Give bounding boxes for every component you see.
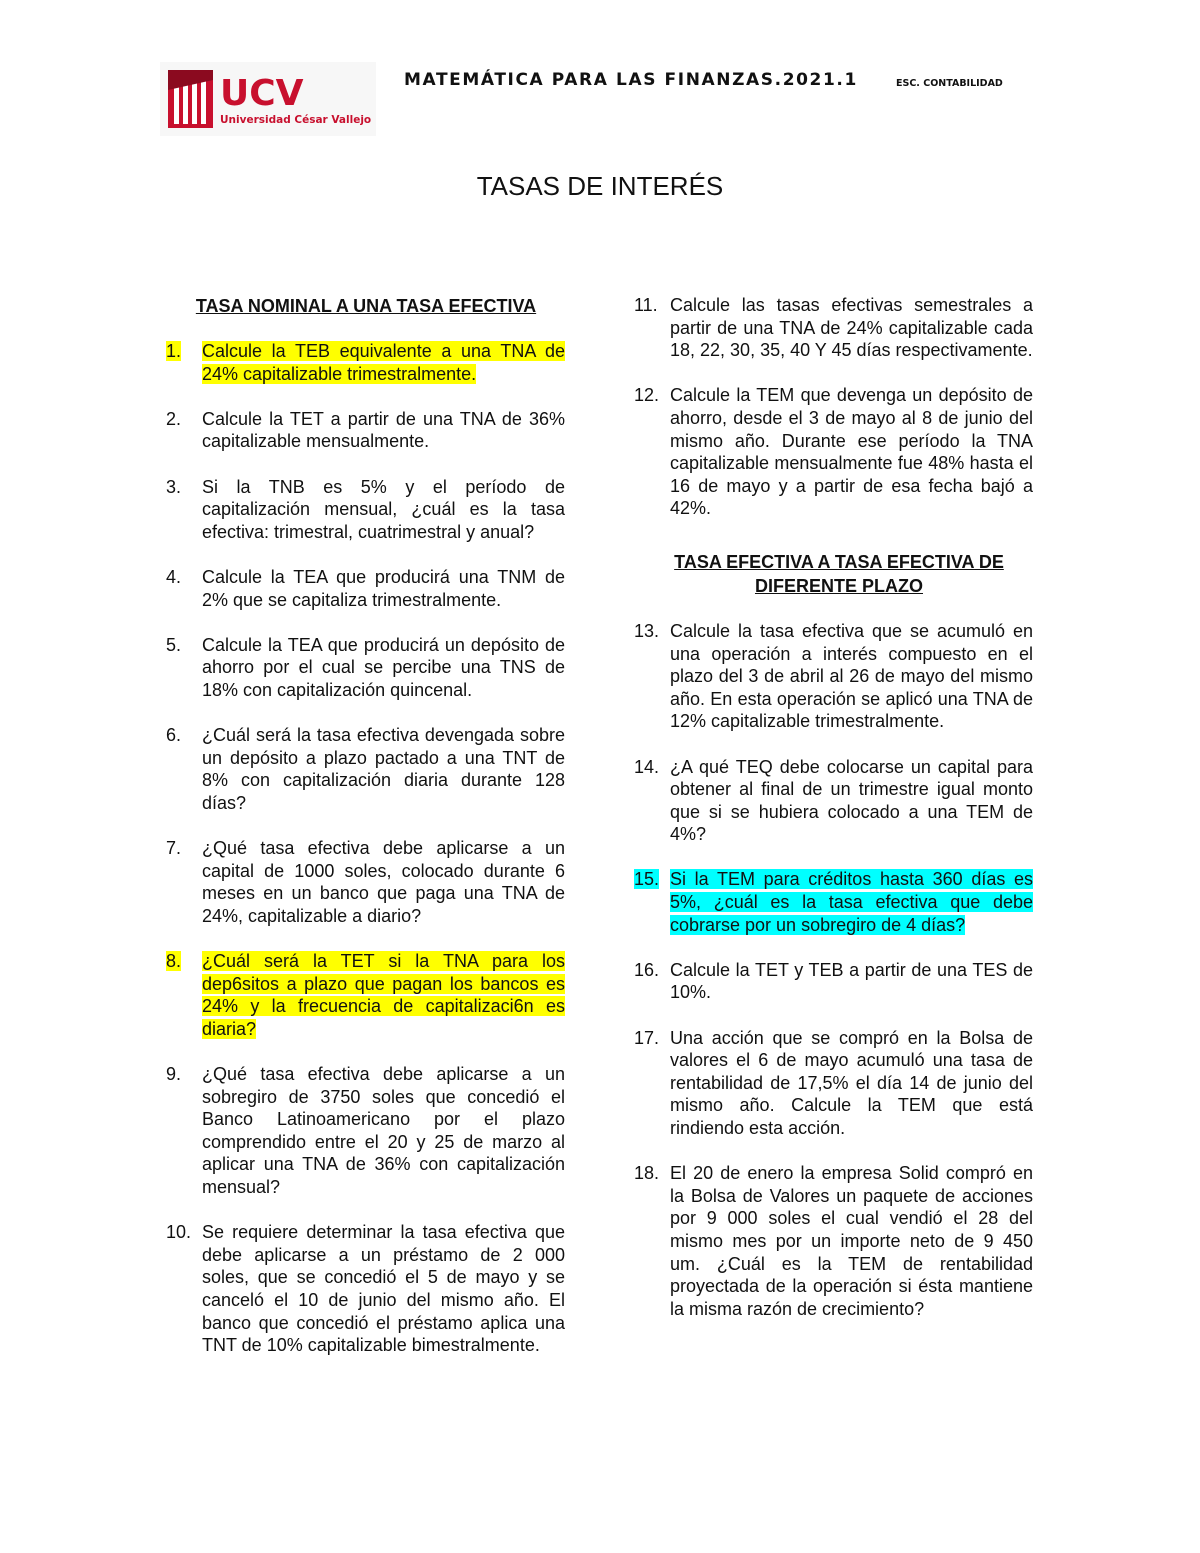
question-item xyxy=(634,959,1033,1004)
question-list-right-2 xyxy=(634,620,1033,1320)
right-column xyxy=(634,294,1033,1343)
question-text: Calcule la TEM que devenga un depósito de ahorro, desde el 3 de mayo al 8 de junio del mismo año. Durante ese período la TNA capitalizable mensualmente fue 48% hasta el 16 de mayo y a partir de esa fecha bajó a 42%. xyxy=(670,385,1033,519)
question-number: 3. xyxy=(166,476,182,497)
question-item xyxy=(634,1162,1033,1320)
logo-subtext: Universidad César Vallejo xyxy=(220,114,372,126)
question-item xyxy=(166,566,565,611)
question-number: 18. xyxy=(634,1163,660,1184)
question-text: Calcule la TEA que producirá un depósito de ahorro por el cual se percibe una TNS de 18% con capitalización quincenal. xyxy=(202,634,565,700)
question-text: ¿Cuál será la tasa efectiva devengada sobre un depósito a plazo pactado a una TNT de 8% con capitalización diaria durante 128 días? xyxy=(202,725,565,813)
question-text: Calcule las tasas efectivas semestrales a partir de una TNA de 24% capitalizable cada 18, 22, 30, 35, 40 Y 45 días respectivamente. xyxy=(670,295,1033,361)
school-label: ESC. CONTABILIDAD xyxy=(896,78,1003,89)
question-number: 11. xyxy=(634,295,658,315)
question-item xyxy=(166,950,565,1040)
question-number: 16. xyxy=(634,959,660,980)
question-text: Si la TNB es 5% y el período de capitalización mensual, ¿cuál es la tasa efectiva: trimestral, cuatrimestral y anual? xyxy=(202,476,565,542)
section-heading-effective: TASA EFECTIVA A TASA EFECTIVA DE DIFERENTE PLAZO xyxy=(674,551,1004,596)
question-item xyxy=(166,476,565,544)
question-number: 10. xyxy=(166,1222,192,1243)
question-text: ¿Qué tasa efectiva debe aplicarse a un capital de 1000 soles, colocado durante 6 meses en un banco que paga una TNA de 24%, capitalizable a diario? xyxy=(202,838,565,926)
question-number: 8. xyxy=(166,951,182,972)
question-number: 5. xyxy=(166,634,182,655)
question-item xyxy=(634,620,1033,733)
question-item xyxy=(166,837,565,927)
course-title: MATEMÁTICA PARA LAS FINANZAS.2021.1 xyxy=(404,70,858,90)
ucv-shield-icon xyxy=(168,70,213,128)
question-list-left xyxy=(166,340,565,1357)
question-text: Calcule la TEB equivalente a una TNA de 24% capitalizable trimestralmente. xyxy=(202,341,565,384)
question-item xyxy=(634,868,1033,936)
question-item xyxy=(166,724,565,814)
section-heading-nominal: TASA NOMINAL A UNA TASA EFECTIVA xyxy=(195,296,537,316)
question-text: ¿A qué TEQ debe colocarse un capital para obtener al final de un trimestre igual monto que si se hubiera colocado a una TEM de 4%? xyxy=(670,756,1033,845)
question-text: El 20 de enero la empresa Solid compró en la Bolsa de Valores un paquete de acciones por 9 000 soles el cual vendió el 28 del mismo mes por un importe neto de 9 450 um. ¿Cuál es la TEM de rentabilidad proyectada de la operación si ésta mantiene la misma razón de crecimiento? xyxy=(670,1163,1033,1319)
question-text: ¿Qué tasa efectiva debe aplicarse a un sobregiro de 3750 soles que concedió el Banco Latinoamericano por el plazo comprendido entre el 20 y 25 de marzo al aplicar una TNA de 36% con capitalización mensual? xyxy=(202,1064,565,1197)
question-text: Calcule la TEA que producirá una TNM de 2% que se capitaliza trimestralmente. xyxy=(202,566,565,610)
question-number: 1. xyxy=(166,341,182,361)
question-number: 13. xyxy=(634,620,660,641)
question-item xyxy=(166,340,565,385)
question-number: 9. xyxy=(166,1064,182,1084)
logo-text: UCV xyxy=(220,73,304,114)
question-number: 12. xyxy=(634,385,660,406)
question-text: Calcule la TET y TEB a partir de una TES de 10%. xyxy=(670,959,1033,1003)
question-number: 7. xyxy=(166,838,182,859)
question-number: 14. xyxy=(634,756,660,777)
question-list-right xyxy=(634,294,1033,520)
question-item xyxy=(166,1063,565,1199)
question-item xyxy=(634,294,1033,362)
question-number: 17. xyxy=(634,1027,660,1048)
question-text: Se requiere determinar la tasa efectiva que debe aplicarse a un préstamo de 2 000 soles, que se concedió el 5 de mayo y se canceló el 10 de junio del mismo año. El banco que concedió el préstamo aplica una TNT de 10% capitalizable bimestralmente. xyxy=(202,1222,565,1356)
question-text: Calcule la tasa efectiva que se acumuló en una operación a interés compuesto en el plazo del 3 de abril al 26 de mayo del mismo año. En esta operación se aplicó una TNA de 12% capitalizable trimestralmente. xyxy=(670,620,1033,732)
question-item xyxy=(634,1027,1033,1140)
question-item xyxy=(166,634,565,702)
question-number: 4. xyxy=(166,566,182,587)
question-item xyxy=(166,408,565,453)
question-item xyxy=(634,756,1033,846)
question-number: 6. xyxy=(166,725,182,746)
ucv-logo xyxy=(160,62,376,136)
left-column xyxy=(166,294,565,1379)
question-text: Una acción que se compró en la Bolsa de valores el 6 de mayo acumuló una tasa de rentabilidad de 17,5% el día 14 de junio del mismo año. Calcule la TEM que está rindiendo esta acción. xyxy=(670,1027,1033,1138)
page-title: TASAS DE INTERÉS xyxy=(476,171,724,201)
question-text: Calcule la TET a partir de una TNA de 36% capitalizable mensualmente. xyxy=(202,408,565,452)
question-item xyxy=(166,1221,565,1357)
question-text: Si la TEM para créditos hasta 360 días es 5%, ¿cuál es la tasa efectiva que debe cobrarse por un sobregiro de 4 días? xyxy=(670,869,1033,935)
question-item xyxy=(634,384,1033,520)
question-number: 2. xyxy=(166,408,182,429)
question-number: 15. xyxy=(634,869,660,890)
question-text: ¿Cuál será la TET si la TNA para los dep6sitos a plazo que pagan los bancos es 24% y la frecuencia de capitalizaci6n es diaria? xyxy=(202,951,565,1039)
